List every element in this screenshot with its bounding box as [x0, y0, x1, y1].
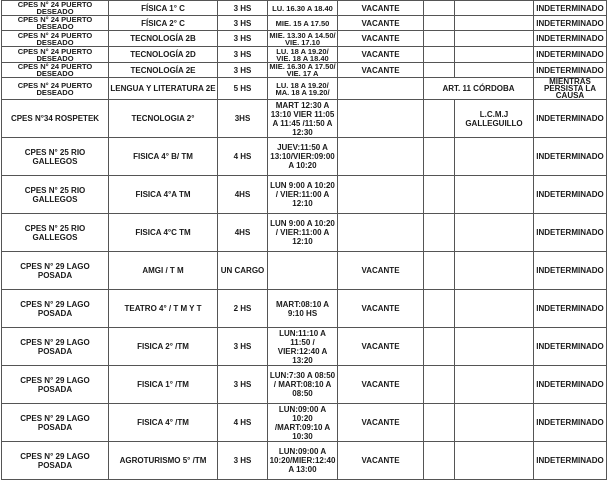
table-cell-subject: AGROTURISMO 5° /TM [109, 442, 218, 480]
table-cell-subject: FÍSICA 1° C [109, 1, 218, 16]
table-cell-person [455, 138, 534, 176]
table-cell-article [424, 214, 455, 252]
table-cell-subject: TECNOLOGÍA 2E [109, 63, 218, 78]
table-cell-hours: 4 HS [218, 138, 268, 176]
table-cell-term: INDETERMINADO [534, 366, 607, 404]
table-cell-status: VACANTE [338, 31, 424, 47]
table-cell-article [424, 16, 455, 31]
table-row [2, 328, 607, 366]
table-cell-schedule: MIE. 13.30 A 14.50/ VIE. 17.10 [269, 30, 336, 47]
table-cell-status [338, 78, 424, 100]
table-cell-status: VACANTE [338, 366, 424, 404]
table-cell-article: ART. 11 CÓRDOBA [424, 78, 534, 100]
table-cell-person [455, 442, 534, 480]
table-cell-person: L.C.M.J GALLEGUILLO [455, 100, 534, 138]
table-cell-status: VACANTE [338, 47, 424, 63]
table-cell-subject: TECNOLOGÍA 2D [109, 47, 218, 63]
table-cell-school: CPES N° 24 PUERTO DESEADO [2, 16, 109, 31]
table-cell-status [338, 176, 424, 214]
table-row [2, 100, 607, 138]
table-row [2, 31, 607, 47]
table-cell-status: VACANTE [338, 328, 424, 366]
table-cell-term: INDETERMINADO [534, 214, 607, 252]
table-cell-school: CPES N° 29 LAGO POSADA [2, 366, 109, 404]
table-cell-schedule: MART 12:30 A 13:10 VIER 11:05 A 11:45 /11:50 A 12:30 [268, 100, 338, 138]
table-cell-status: VACANTE [338, 290, 424, 328]
table-cell-schedule: LUN:7:30 A 08:50 / MART:08:10 A 08:50 [268, 366, 338, 404]
table-cell-school: CPES N° 24 PUERTO DESEADO [2, 63, 109, 78]
table-cell-person [455, 214, 534, 252]
table-cell-schedule: LU. 18 A 19.20/ VIE. 18 A 18.40 [268, 47, 338, 63]
table-cell-term: INDETERMINADO [534, 290, 607, 328]
table-cell-hours: 3 HS [218, 442, 268, 480]
table-cell-school: CPES N° 29 LAGO POSADA [2, 404, 109, 442]
table-cell-schedule: LUN:11:10 A 11:50 / VIER:12:40 A 13:20 [268, 328, 338, 366]
table-cell-status: VACANTE [338, 404, 424, 442]
table-cell-person [455, 290, 534, 328]
table-cell-schedule: LU. 18 A 19.20/ MA. 18 A 19.20/ [268, 78, 338, 100]
table-cell-schedule: JUEV:11:50 A 13:10/VIER:09:00 A 10:20 [268, 138, 338, 176]
table-row [2, 176, 607, 214]
table-cell-person [455, 1, 534, 16]
table-cell-term: INDETERMINADO [534, 328, 607, 366]
table-cell-hours: 4 HS [218, 404, 268, 442]
table-cell-article [424, 252, 455, 290]
table-cell-school: CPES N° 24 PUERTO DESEADO [2, 47, 109, 63]
table-cell-person [455, 31, 534, 47]
table-cell-article [424, 290, 455, 328]
table-cell-article [424, 31, 455, 47]
table-cell-status [338, 214, 424, 252]
table-row [2, 404, 607, 442]
vacancy-table [1, 0, 607, 480]
table-cell-term: INDETERMINADO [534, 47, 607, 63]
table-cell-subject: TEATRO 4° / T M Y T [109, 290, 218, 328]
table-cell-article [424, 1, 455, 16]
table-cell-schedule: LUN:09:00 A 10:20/MIER:12:40 A 13:00 [268, 442, 338, 480]
table-cell-article [424, 404, 455, 442]
table-cell-term: INDETERMINADO [534, 16, 607, 31]
table-cell-person [455, 47, 534, 63]
table-cell-article [424, 366, 455, 404]
table-cell-person [455, 63, 534, 78]
table-cell-school: CPES N° 25 RIO GALLEGOS [2, 214, 109, 252]
table-cell-term: INDETERMINADO [534, 31, 607, 47]
table-row [2, 214, 607, 252]
table-cell-subject: FISICA 2° /TM [109, 328, 218, 366]
table-cell-subject: TECNOLOGIA 2° [109, 100, 218, 138]
table-cell-term: INDETERMINADO [534, 404, 607, 442]
table-row [2, 366, 607, 404]
table-cell-status [338, 138, 424, 176]
table-cell-person [455, 176, 534, 214]
table-row [2, 138, 607, 176]
table-cell-hours: 5 HS [218, 78, 268, 100]
table-cell-article [424, 47, 455, 63]
table-cell-hours: 3 HS [218, 16, 268, 31]
table-cell-article [424, 176, 455, 214]
table-cell-term: INDETERMINADO [534, 1, 607, 16]
table-cell-hours: 4HS [218, 176, 268, 214]
table-cell-subject: AMGI / T M [109, 252, 218, 290]
table-cell-school: CPES N°34 ROSPETEK [2, 100, 109, 138]
table-cell-subject: FISICA 4°C TM [109, 214, 218, 252]
table-cell-status: VACANTE [338, 16, 424, 31]
table-cell-subject: FISICA 4° B/ TM [109, 138, 218, 176]
table-cell-hours: 3 HS [218, 366, 268, 404]
table-cell-term: INDETERMINADO [534, 252, 607, 290]
table-cell-article [424, 442, 455, 480]
table-cell-subject: TECNOLOGÍA 2B [109, 31, 218, 47]
table-cell-school: CPES N° 29 LAGO POSADA [2, 290, 109, 328]
table-cell-person [455, 328, 534, 366]
table-cell-subject: FISICA 4° /TM [109, 404, 218, 442]
table-row [2, 1, 607, 16]
table-cell-term: INDETERMINADO [534, 176, 607, 214]
table-cell-person [455, 16, 534, 31]
table-row [2, 47, 607, 63]
table-cell-subject: FISICA 4°A TM [109, 176, 218, 214]
table-row [2, 290, 607, 328]
table-cell-status: VACANTE [338, 442, 424, 480]
table-cell-term: MIENTRAS PERSISTA LA CAUSA [534, 78, 607, 100]
table-cell-status [338, 100, 424, 138]
table-cell-person [455, 404, 534, 442]
table-cell-schedule: MART:08:10 A 9:10 HS [268, 290, 338, 328]
table-cell-article [424, 100, 455, 138]
table-cell-term: INDETERMINADO [534, 442, 607, 480]
table-cell-schedule: LUN 9:00 A 10:20 / VIER:11:00 A 12:10 [268, 214, 338, 252]
table-row [2, 252, 607, 290]
table-cell-article [424, 328, 455, 366]
table-cell-status: VACANTE [338, 252, 424, 290]
table-cell-school: CPES N° 25 RIO GALLEGOS [2, 176, 109, 214]
table-cell-schedule [268, 252, 338, 290]
table-cell-term: INDETERMINADO [534, 138, 607, 176]
table-cell-article [424, 63, 455, 78]
table-cell-school: CPES N° 24 PUERTO DESEADO [2, 31, 109, 47]
table-row [2, 78, 607, 100]
table-cell-school: CPES N° 29 LAGO POSADA [2, 328, 109, 366]
table-cell-person [455, 252, 534, 290]
table-cell-term: INDETERMINADO [534, 63, 607, 78]
table-cell-hours: 3 HS [218, 328, 268, 366]
table-cell-hours: 3 HS [218, 63, 268, 78]
table-cell-hours: 3 HS [218, 1, 268, 16]
table-cell-schedule: MIE. 15 A 17.50 [268, 16, 338, 31]
table-cell-schedule: LUN:09:00 A 10:20 /MART:09:10 A 10:30 [268, 404, 338, 442]
table-cell-schedule: MIE. 16.30 A 17.50/ VIE. 17 A [269, 62, 336, 78]
table-cell-status: VACANTE [338, 1, 424, 16]
table-cell-hours: 4HS [218, 214, 268, 252]
table-cell-subject: LENGUA Y LITERATURA 2E [109, 78, 218, 100]
table-cell-person [455, 366, 534, 404]
table-cell-hours: 3HS [218, 100, 268, 138]
table-cell-school: CPES N° 25 RIO GALLEGOS [2, 138, 109, 176]
table-cell-subject: FISICA 1° /TM [109, 366, 218, 404]
table-cell-term: INDETERMINADO [534, 100, 607, 138]
table-row [2, 63, 607, 78]
table-cell-schedule: LU. 16.30 A 18.40 [268, 1, 338, 16]
table-cell-school: CPES N° 24 PUERTO DESEADO [2, 1, 109, 16]
table-cell-schedule: LUN 9:00 A 10:20 / VIER:11:00 A 12:10 [268, 176, 338, 214]
table-cell-school: CPES N° 29 LAGO POSADA [2, 252, 109, 290]
table-cell-status: VACANTE [338, 63, 424, 78]
table-cell-hours: UN CARGO [218, 252, 268, 290]
table-cell-hours: 3 HS [218, 31, 268, 47]
table-cell-subject: FÍSICA 2° C [109, 16, 218, 31]
table-row [2, 442, 607, 480]
table-row [2, 16, 607, 31]
table-cell-hours: 2 HS [218, 290, 268, 328]
table-cell-article [424, 138, 455, 176]
table-cell-school: CPES N° 29 LAGO POSADA [2, 442, 109, 480]
table-cell-hours: 3 HS [218, 47, 268, 63]
table-cell-school: CPES N° 24 PUERTO DESEADO [2, 78, 109, 100]
